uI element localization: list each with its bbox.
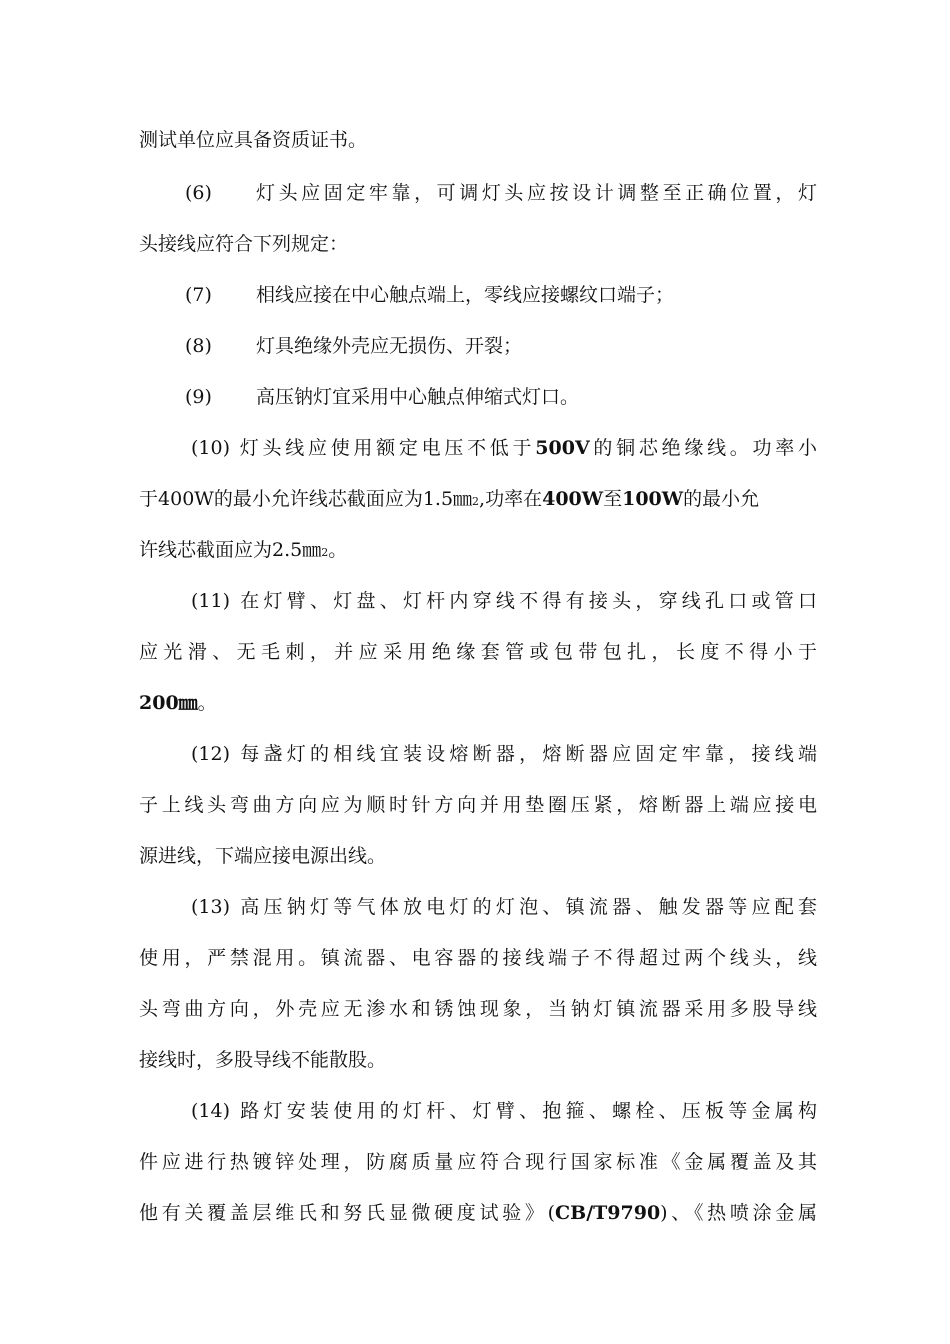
text-line: 头接线应符合下列规定： xyxy=(139,233,349,255)
text-segment: CB/T9790 xyxy=(555,1202,661,1224)
text-line xyxy=(191,436,817,460)
text-line xyxy=(139,691,217,715)
text-segment: 2 xyxy=(472,495,480,508)
text-line: (14) 路灯安装使用的灯杆、灯臂、抱箍、螺栓、压板等金属构 xyxy=(191,1100,817,1122)
text-segment: 。 xyxy=(197,692,217,714)
text-segment: 100W xyxy=(622,488,684,510)
text-segment: 于 xyxy=(139,488,159,510)
text-line xyxy=(139,487,759,514)
text-segment: 至 xyxy=(603,488,623,510)
text-segment: 的铜芯绝缘线。功率小 xyxy=(589,437,817,459)
text-segment: 2.5㎜ xyxy=(272,539,322,561)
item-number: (7) xyxy=(185,284,212,306)
text-segment: 2 xyxy=(321,546,329,559)
text-line: 接线时，多股导线不能散股。 xyxy=(139,1049,387,1071)
text-line: (13) 高压钠灯等气体放电灯的灯泡、镇流器、触发器等应配套 xyxy=(191,896,817,918)
text-segment: 许线芯截面应为 xyxy=(139,539,273,561)
text-segment: 的最小允 xyxy=(683,488,760,510)
text-line: 高压钠灯宜采用中心触点伸缩式灯口。 xyxy=(256,386,580,408)
text-segment: 。 xyxy=(328,539,348,561)
text-segment: 500V xyxy=(535,437,590,459)
text-line: 相线应接在中心触点端上，零线应接螺纹口端子； xyxy=(256,284,675,306)
text-segment: (10) 灯头线应使用额定电压不低于 xyxy=(191,437,536,459)
text-line: 件应进行热镀锌处理，防腐质量应符合现行国家标准《金属覆盖及其 xyxy=(139,1151,817,1173)
text-segment: 1.5㎜ xyxy=(422,488,473,510)
text-line: (11) 在灯臂、灯盘、灯杆内穿线不得有接头，穿线孔口或管口 xyxy=(191,590,817,612)
text-line: 应光滑、无毛刺，并应采用绝缘套管或包带包扎，长度不得小于 xyxy=(139,641,817,663)
text-line: 测试单位应具备资质证书。 xyxy=(139,129,368,151)
item-number: (9) xyxy=(185,386,212,408)
text-line: 源进线，下端应接电源出线。 xyxy=(139,845,387,867)
text-line xyxy=(139,538,347,565)
item-number: (8) xyxy=(185,335,212,357)
text-segment: 200㎜ xyxy=(139,692,198,714)
item-number: (6) xyxy=(185,182,212,204)
text-segment: 400W xyxy=(542,488,604,510)
text-line: 使用，严禁混用。镇流器、电容器的接线端子不得超过两个线头，线 xyxy=(139,947,817,969)
text-line: 灯头应固定牢靠，可调灯头应按设计调整至正确位置，灯 xyxy=(256,182,817,204)
text-line xyxy=(139,1201,817,1225)
text-segment: ,功率在 xyxy=(479,488,543,510)
text-segment: 他有关覆盖层维氏和努氏显微硬度试验》( xyxy=(139,1202,556,1224)
text-line: 子上线头弯曲方向应为顺时针方向并用垫圈压紧，熔断器上端应接电 xyxy=(139,794,817,816)
text-segment: 的最小允许线芯截面应为 xyxy=(213,488,423,510)
text-line: (12) 每盏灯的相线宜装设熔断器，熔断器应固定牢靠，接线端 xyxy=(191,743,817,765)
text-line: 灯具绝缘外壳应无损伤、开裂； xyxy=(256,335,523,357)
text-line: 头弯曲方向，外壳应无渗水和锈蚀现象，当钠灯镇流器采用多股导线 xyxy=(139,998,817,1020)
text-segment: )、《热喷涂金属 xyxy=(660,1202,817,1224)
text-segment: 400W xyxy=(158,488,214,510)
